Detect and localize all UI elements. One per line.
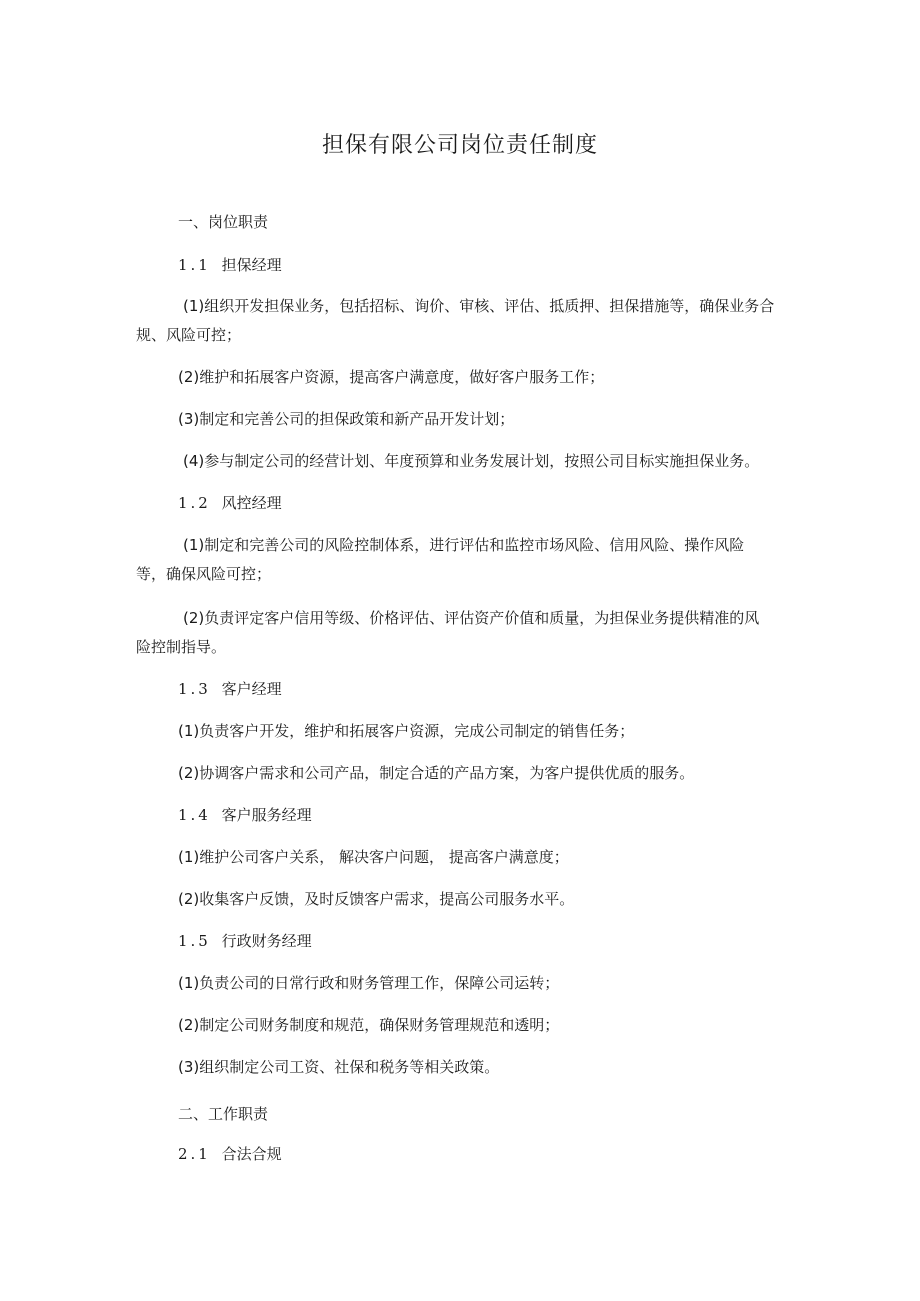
subsection-number: 1.5 bbox=[178, 932, 211, 950]
subsection-name: 风控经理 bbox=[221, 494, 282, 512]
section-heading: 二、工作职责 bbox=[178, 1105, 269, 1123]
subsection-name: 担保经理 bbox=[221, 256, 282, 274]
subsection-number: 1.1 bbox=[178, 256, 211, 274]
subsection-number: 1.3 bbox=[178, 680, 211, 698]
list-item: (4)参与制定公司的经营计划、年度预算和业务发展计划，按照公司目标实施担保业务。 bbox=[183, 452, 760, 470]
list-item: (1)负责客户开发，维护和拓展客户资源，完成公司制定的销售任务； bbox=[178, 722, 635, 740]
subsection-number: 1.2 bbox=[178, 494, 211, 512]
list-item: (2)协调客户需求和公司产品，制定合适的产品方案，为客户提供优质的服务。 bbox=[178, 764, 695, 782]
subsection-number: 2.1 bbox=[178, 1145, 211, 1163]
list-item: (1)负责公司的日常行政和财务管理工作，保障公司运转； bbox=[178, 974, 560, 992]
list-item: (1)组织开发担保业务，包括招标、询价、审核、评估、抵质押、担保措施等，确保业务合 bbox=[183, 297, 775, 315]
list-item-continuation: 规、风险可控； bbox=[136, 326, 242, 344]
section-heading: 一、岗位职责 bbox=[178, 213, 269, 231]
list-item: (3)组织制定公司工资、社保和税务等相关政策。 bbox=[178, 1058, 500, 1076]
subsection-heading bbox=[178, 488, 282, 518]
subsection-number: 1.4 bbox=[178, 806, 211, 824]
subsection-heading bbox=[178, 800, 312, 830]
subsection-heading bbox=[178, 674, 282, 704]
list-item: (2)负责评定客户信用等级、价格评估、评估资产价值和质量，为担保业务提供精准的风 bbox=[183, 609, 760, 627]
subsection-name: 客户服务经理 bbox=[221, 806, 312, 824]
subsection-heading bbox=[178, 250, 282, 280]
list-item-continuation: 险控制指导。 bbox=[136, 638, 227, 656]
list-item: (2)收集客户反馈，及时反馈客户需求，提高公司服务水平。 bbox=[178, 890, 575, 908]
subsection-name: 客户经理 bbox=[221, 680, 282, 698]
list-item: (2)维护和拓展客户资源，提高客户满意度，做好客户服务工作； bbox=[178, 368, 605, 386]
subsection-heading bbox=[178, 926, 312, 956]
list-item-continuation: 等，确保风险可控； bbox=[136, 565, 272, 583]
document-title: 担保有限公司岗位责任制度 bbox=[321, 133, 598, 158]
list-item: (2)制定公司财务制度和规范，确保财务管理规范和透明； bbox=[178, 1016, 560, 1034]
subsection-name: 合法合规 bbox=[221, 1145, 282, 1163]
list-item: (3)制定和完善公司的担保政策和新产品开发计划； bbox=[178, 410, 515, 428]
list-item: (1)维护公司客户关系， 解决客户问题， 提高客户满意度； bbox=[178, 848, 569, 866]
subsection-heading bbox=[178, 1139, 282, 1169]
subsection-name: 行政财务经理 bbox=[221, 932, 312, 950]
list-item: (1)制定和完善公司的风险控制体系，进行评估和监控市场风险、信用风险、操作风险 bbox=[183, 536, 745, 554]
